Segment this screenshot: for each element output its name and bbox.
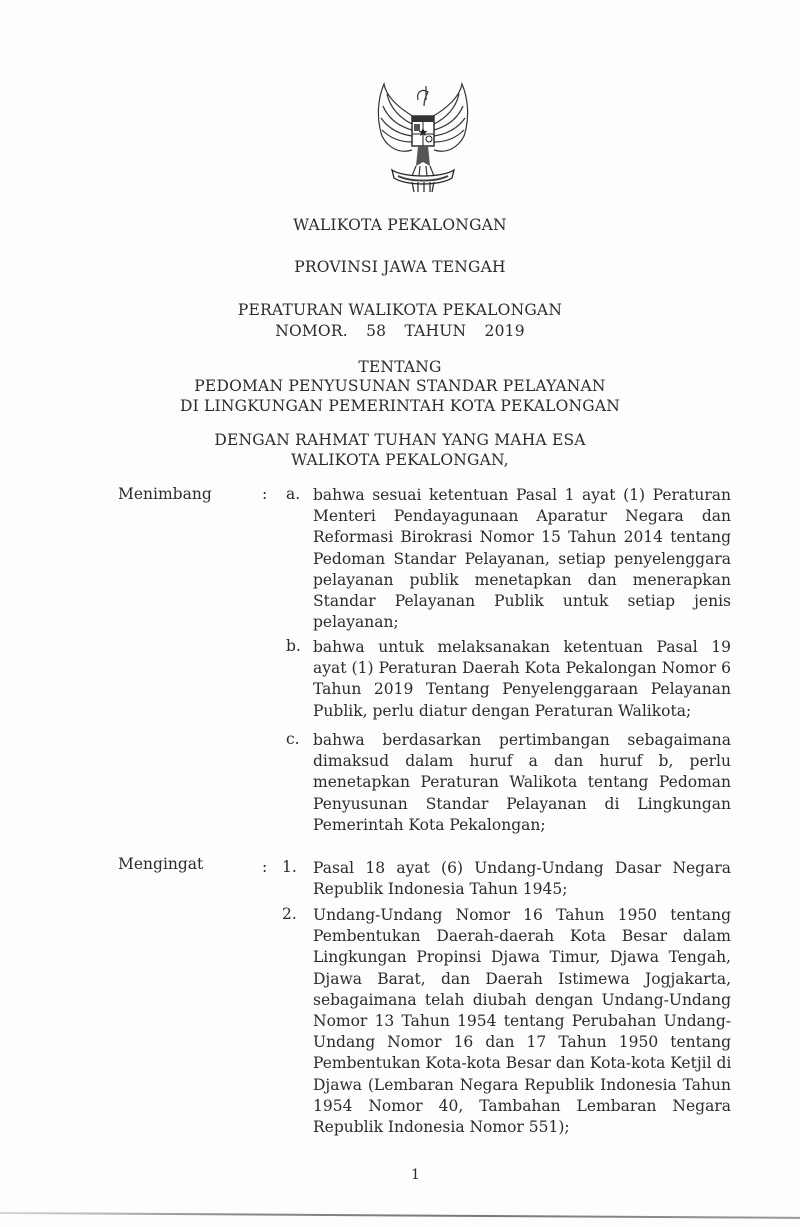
garuda-emblem-icon	[368, 78, 478, 196]
text-line: Pembentukan Kota-kota Besar dan Kota-kota Ketjil di	[313, 1054, 732, 1073]
mengingat-item-2	[313, 905, 731, 1138]
mengingat-item-2-marker: 2.	[282, 905, 297, 923]
menimbang-item-b-marker: b.	[286, 637, 301, 655]
text-line: Pedoman Standar Pelayanan, setiap penyelenggara	[313, 549, 731, 568]
menimbang-item-a-marker: a.	[286, 485, 301, 503]
province-title: PROVINSI JAWA TENGAH	[294, 258, 506, 276]
mengingat-label: Mengingat	[118, 855, 204, 873]
menimbang-item-a	[313, 485, 731, 633]
regulation-number: NOMOR. 58 TAHUN 2019	[275, 322, 525, 340]
text-line: Menteri Pendayagunaan Aparatur Negara dan	[313, 507, 731, 526]
scan-edge-divider	[0, 1212, 800, 1219]
text-line: Djawa (Lembaran Negara Republik Indonesia Tahun	[313, 1075, 731, 1094]
text-line: bahwa berdasarkan pertimbangan sebagaimana	[313, 731, 731, 749]
text-line: pelayanan;	[313, 613, 399, 632]
mengingat-item-1-marker: 1.	[282, 858, 297, 876]
text-line: Lingkungan Propinsi Djawa Timur, Djawa Tengah,	[313, 948, 731, 967]
mengingat-item-1	[313, 858, 731, 900]
issuer-title: WALIKOTA PEKALONGAN	[293, 216, 507, 234]
text-line: Nomor 13 Tahun 1954 tentang Perubahan Undang-	[313, 1012, 731, 1031]
menimbang-label: Menimbang	[118, 485, 212, 503]
text-line: Republik Indonesia Tahun 1945;	[313, 880, 568, 899]
text-line: Pemerintah Kota Pekalongan;	[313, 815, 546, 834]
text-line: bahwa sesuai ketentuan Pasal 1 ayat (1) Peraturan	[313, 486, 731, 504]
text-line: dimaksud dalam huruf a dan huruf b, perlu	[313, 752, 731, 771]
text-line: Tahun 2019 Tentang Penyelenggaraan Pelayanan	[313, 680, 731, 699]
text-line: sebagaimana telah diubah dengan Undang-Undang	[313, 990, 731, 1009]
mengingat-colon: :	[262, 858, 268, 876]
text-line: Republik Indonesia Nomor 551);	[313, 1118, 570, 1137]
regulation-subject-line-2: DI LINGKUNGAN PEMERINTAH KOTA PEKALONGAN	[179, 397, 621, 415]
about-label: TENTANG	[358, 358, 442, 376]
menimbang-item-c-marker: c.	[286, 730, 300, 748]
text-line: Standar Pelayanan Publik untuk setiap jenis	[313, 592, 731, 611]
text-line: Djawa Barat, dan Daerah Istimewa Jogjakarta,	[313, 969, 731, 988]
page-number: 1	[411, 1167, 420, 1183]
text-line: Reformasi Birokrasi Nomor 15 Tahun 2014 tentang	[313, 528, 731, 547]
invocation: DENGAN RAHMAT TUHAN YANG MAHA ESA	[214, 431, 586, 449]
text-line: Undang Nomor 16 dan 17 Tahun 1950 tentang	[313, 1033, 731, 1052]
text-line: ayat (1) Peraturan Daerah Kota Pekalongan Nomor 6	[313, 659, 731, 678]
menimbang-colon: :	[262, 485, 268, 503]
text-line: Pasal 18 ayat (6) Undang-Undang Dasar Negara	[313, 859, 731, 877]
text-line: Pembentukan Daerah-daerah Kota Besar dalam	[313, 927, 731, 946]
text-line: Undang-Undang Nomor 16 Tahun 1950 tentang	[313, 906, 731, 924]
enacting-authority: WALIKOTA PEKALONGAN,	[291, 451, 509, 469]
menimbang-item-c	[313, 730, 731, 836]
text-line: Publik, perlu diatur dengan Peraturan Walikota;	[313, 701, 692, 720]
menimbang-item-b	[313, 637, 731, 722]
text-line: Penyusunan Standar Pelayanan di Lingkungan	[313, 794, 731, 813]
text-line: 1954 Nomor 40, Tambahan Lembaran Negara	[313, 1096, 731, 1115]
text-line: menetapkan Peraturan Walikota tentang Pedoman	[313, 773, 731, 792]
text-line: pelayanan publik menetapkan dan menerapkan	[313, 570, 731, 589]
text-line: bahwa untuk melaksanakan ketentuan Pasal 19	[313, 638, 731, 656]
regulation-subject-line-1: PEDOMAN PENYUSUNAN STANDAR PELAYANAN	[194, 377, 606, 395]
regulation-title: PERATURAN WALIKOTA PEKALONGAN	[237, 301, 563, 319]
